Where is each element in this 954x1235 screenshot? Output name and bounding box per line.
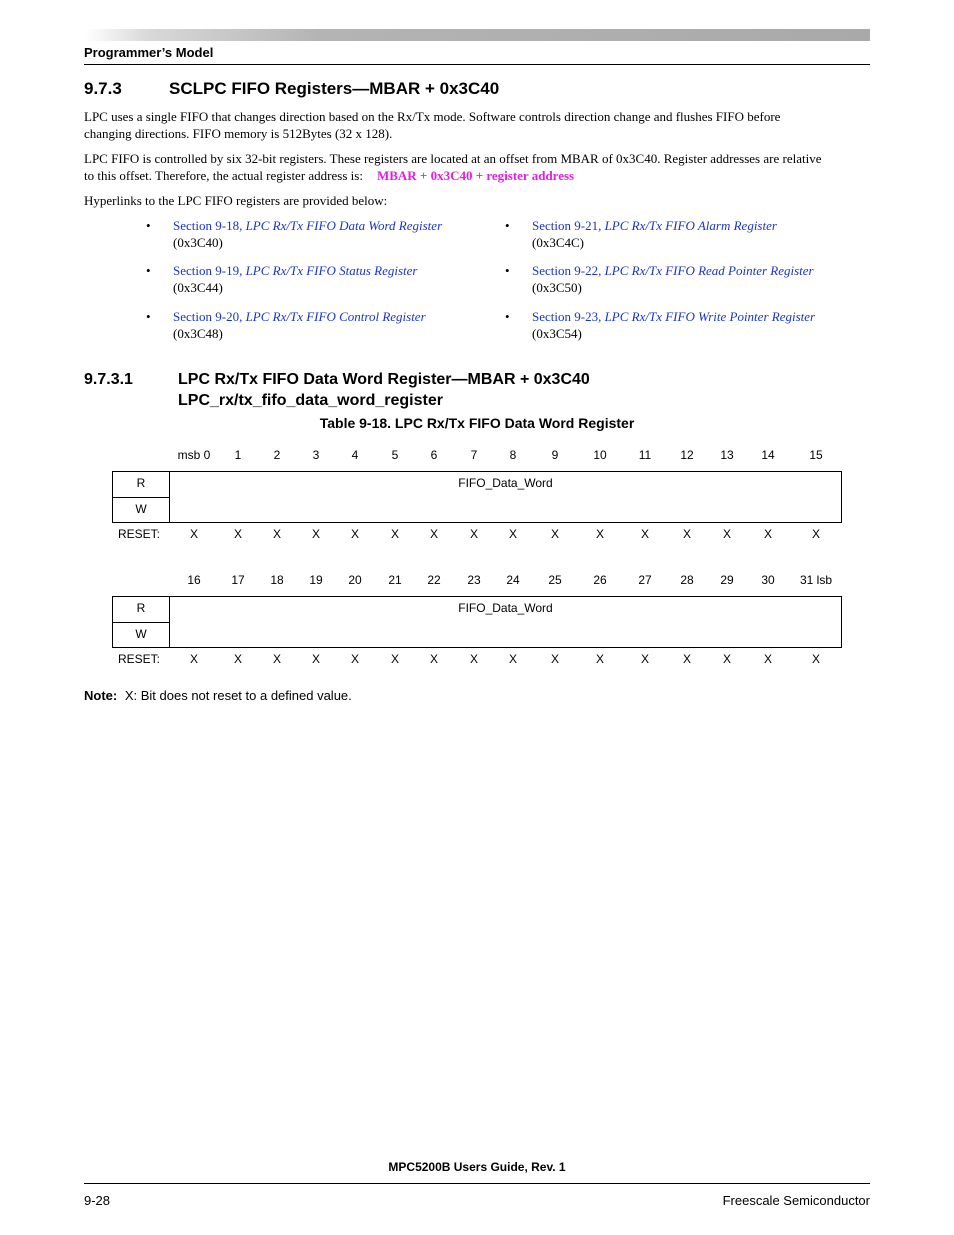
- bit-number: 25: [548, 573, 562, 587]
- reset-row-label: RESET:: [118, 652, 161, 666]
- bit-number: 31 lsb: [799, 573, 833, 587]
- link-alarm-register[interactable]: Section 9-21, LPC Rx/Tx FIFO Alarm Register: [532, 218, 777, 233]
- footer-company: Freescale Semiconductor: [722, 1193, 870, 1208]
- register-box-upper: [112, 471, 842, 523]
- write-row-label: W: [135, 627, 147, 641]
- read-row-label: R: [136, 476, 146, 490]
- register-name: LPC_rx/tx_fifo_data_word_register: [178, 392, 443, 409]
- register-paragraph: LPC FIFO is controlled by six 32-bit registers. These registers are located at an offset from MBAR of 0x3C40. Register addresses are relative to this offset. Therefore, the actual register address is: MBAR + 0x3C40 + register address: [84, 151, 822, 183]
- reset-value: X: [429, 527, 439, 541]
- table-note: [84, 688, 352, 703]
- bit-number: 3: [312, 448, 320, 462]
- bit-number: 1: [234, 448, 242, 462]
- reset-value: X: [722, 652, 732, 666]
- section-title: SCLPC FIFO Registers—MBAR + 0x3C40: [169, 79, 500, 98]
- reset-value: X: [233, 527, 243, 541]
- bit-number: 21: [388, 573, 402, 587]
- reset-value: X: [390, 652, 400, 666]
- reset-value: X: [189, 652, 199, 666]
- header-decorative-bar: [84, 29, 870, 41]
- section-heading: [84, 79, 499, 99]
- bit-number: 28: [680, 573, 694, 587]
- reset-value: X: [350, 652, 360, 666]
- reset-value: X: [550, 527, 560, 541]
- reset-value: X: [469, 527, 479, 541]
- list-item: • Section 9-20, LPC Rx/Tx FIFO Control Register (0x3C48): [146, 309, 426, 341]
- bit-number: 14: [761, 448, 775, 462]
- running-header: Programmer’s Model: [84, 45, 214, 60]
- bit-number: 13: [720, 448, 734, 462]
- reset-value: X: [469, 652, 479, 666]
- link-write-pointer-register[interactable]: Section 9-23, LPC Rx/Tx FIFO Write Pointer Register: [532, 309, 816, 324]
- bit-number: 30: [761, 573, 775, 587]
- reset-value: X: [311, 652, 321, 666]
- reset-value: X: [508, 652, 518, 666]
- list-item: • Section 9-21, LPC Rx/Tx FIFO Alarm Register (0x3C4C): [505, 218, 777, 250]
- reset-value: X: [550, 652, 560, 666]
- reset-value: X: [508, 527, 518, 541]
- read-row-label: R: [136, 601, 146, 615]
- reset-value: X: [763, 652, 773, 666]
- reset-value: X: [682, 652, 692, 666]
- field-fifo-data-word-upper: FIFO_Data_Word: [458, 476, 553, 490]
- list-item: • Section 9-22, LPC Rx/Tx FIFO Read Pointer Register (0x3C50): [505, 263, 814, 295]
- footer-document-title: MPC5200B Users Guide, Rev. 1: [388, 1160, 566, 1174]
- list-item: • Section 9-18, LPC Rx/Tx FIFO Data Word Register (0x3C40): [146, 218, 443, 250]
- bit-number: 11: [638, 448, 652, 462]
- reset-value: X: [811, 652, 821, 666]
- bit-number: 27: [638, 573, 652, 587]
- reset-row-label: RESET:: [118, 527, 161, 541]
- reset-value: X: [811, 527, 821, 541]
- subsection-heading: [84, 368, 590, 392]
- reset-value: X: [272, 652, 282, 666]
- reset-value: X: [390, 527, 400, 541]
- bit-number: 20: [348, 573, 362, 587]
- list-item: • Section 9-23, LPC Rx/Tx FIFO Write Pointer Register (0x3C54): [505, 309, 816, 341]
- reset-value: X: [595, 527, 605, 541]
- bit-number: 24: [506, 573, 520, 587]
- register-box-lower: [112, 596, 842, 648]
- bit-number: 7: [470, 448, 478, 462]
- reset-value: X: [311, 527, 321, 541]
- reset-value: X: [682, 527, 692, 541]
- reset-value: X: [640, 527, 650, 541]
- address-formula: MBAR + 0x3C40 + register address: [376, 168, 575, 183]
- bit-number: 18: [270, 573, 284, 587]
- bit-number: 5: [391, 448, 399, 462]
- write-row-label: W: [135, 502, 147, 516]
- link-read-pointer-register[interactable]: Section 9-22, LPC Rx/Tx FIFO Read Pointer Register: [532, 263, 814, 278]
- bit-number: 2: [273, 448, 281, 462]
- subsection-number: 9.7.3.1: [84, 371, 133, 388]
- reset-value: X: [233, 652, 243, 666]
- bit-number: 15: [809, 448, 823, 462]
- page-number: 9-28: [84, 1193, 111, 1208]
- section-number: 9.7.3: [84, 79, 122, 98]
- hyperlinks-intro: Hyperlinks to the LPC FIFO registers are provided below:: [84, 193, 388, 208]
- bit-number: 9: [551, 448, 559, 462]
- reset-value: X: [189, 527, 199, 541]
- field-fifo-data-word-lower: FIFO_Data_Word: [458, 601, 553, 615]
- link-status-register[interactable]: Section 9-19, LPC Rx/Tx FIFO Status Register: [173, 263, 418, 278]
- reset-value: X: [722, 527, 732, 541]
- bit-number: 12: [680, 448, 694, 462]
- table-caption: Table 9-18. LPC Rx/Tx FIFO Data Word Register: [319, 415, 635, 431]
- subsection-title: LPC Rx/Tx FIFO Data Word Register—MBAR + 0x3C40: [178, 371, 590, 388]
- bit-number: 17: [231, 573, 245, 587]
- header-rule: [84, 64, 870, 65]
- reset-value: X: [763, 527, 773, 541]
- reset-value: X: [272, 527, 282, 541]
- bit-number: 23: [467, 573, 481, 587]
- reset-value: X: [429, 652, 439, 666]
- bit-number: 6: [430, 448, 438, 462]
- list-item: • Section 9-19, LPC Rx/Tx FIFO Status Register (0x3C44): [146, 263, 418, 295]
- footer-rule: [84, 1183, 870, 1184]
- reset-value: X: [640, 652, 650, 666]
- bit-number: 26: [593, 573, 607, 587]
- bit-number: msb 0: [177, 448, 211, 462]
- link-data-word-register[interactable]: Section 9-18, LPC Rx/Tx FIFO Data Word Register: [173, 218, 443, 233]
- reset-value: X: [350, 527, 360, 541]
- bit-number: 10: [593, 448, 607, 462]
- reset-value: X: [595, 652, 605, 666]
- note-text: X: Bit does not reset to a defined value.: [124, 688, 352, 703]
- bit-number: 29: [720, 573, 734, 587]
- bit-number: 19: [309, 573, 323, 587]
- note-label: Note:: [84, 688, 118, 703]
- bit-number: 22: [427, 573, 441, 587]
- bit-number: 8: [509, 448, 517, 462]
- bit-number: 16: [187, 573, 201, 587]
- intro-paragraph: LPC uses a single FIFO that changes direction based on the Rx/Tx mode. Software controls direction change and flushes FIFO before changing directions. FIFO memory is 512Bytes (32 x 128).: [84, 109, 781, 141]
- link-control-register[interactable]: Section 9-20, LPC Rx/Tx FIFO Control Register: [173, 309, 426, 324]
- bit-number: 4: [351, 448, 359, 462]
